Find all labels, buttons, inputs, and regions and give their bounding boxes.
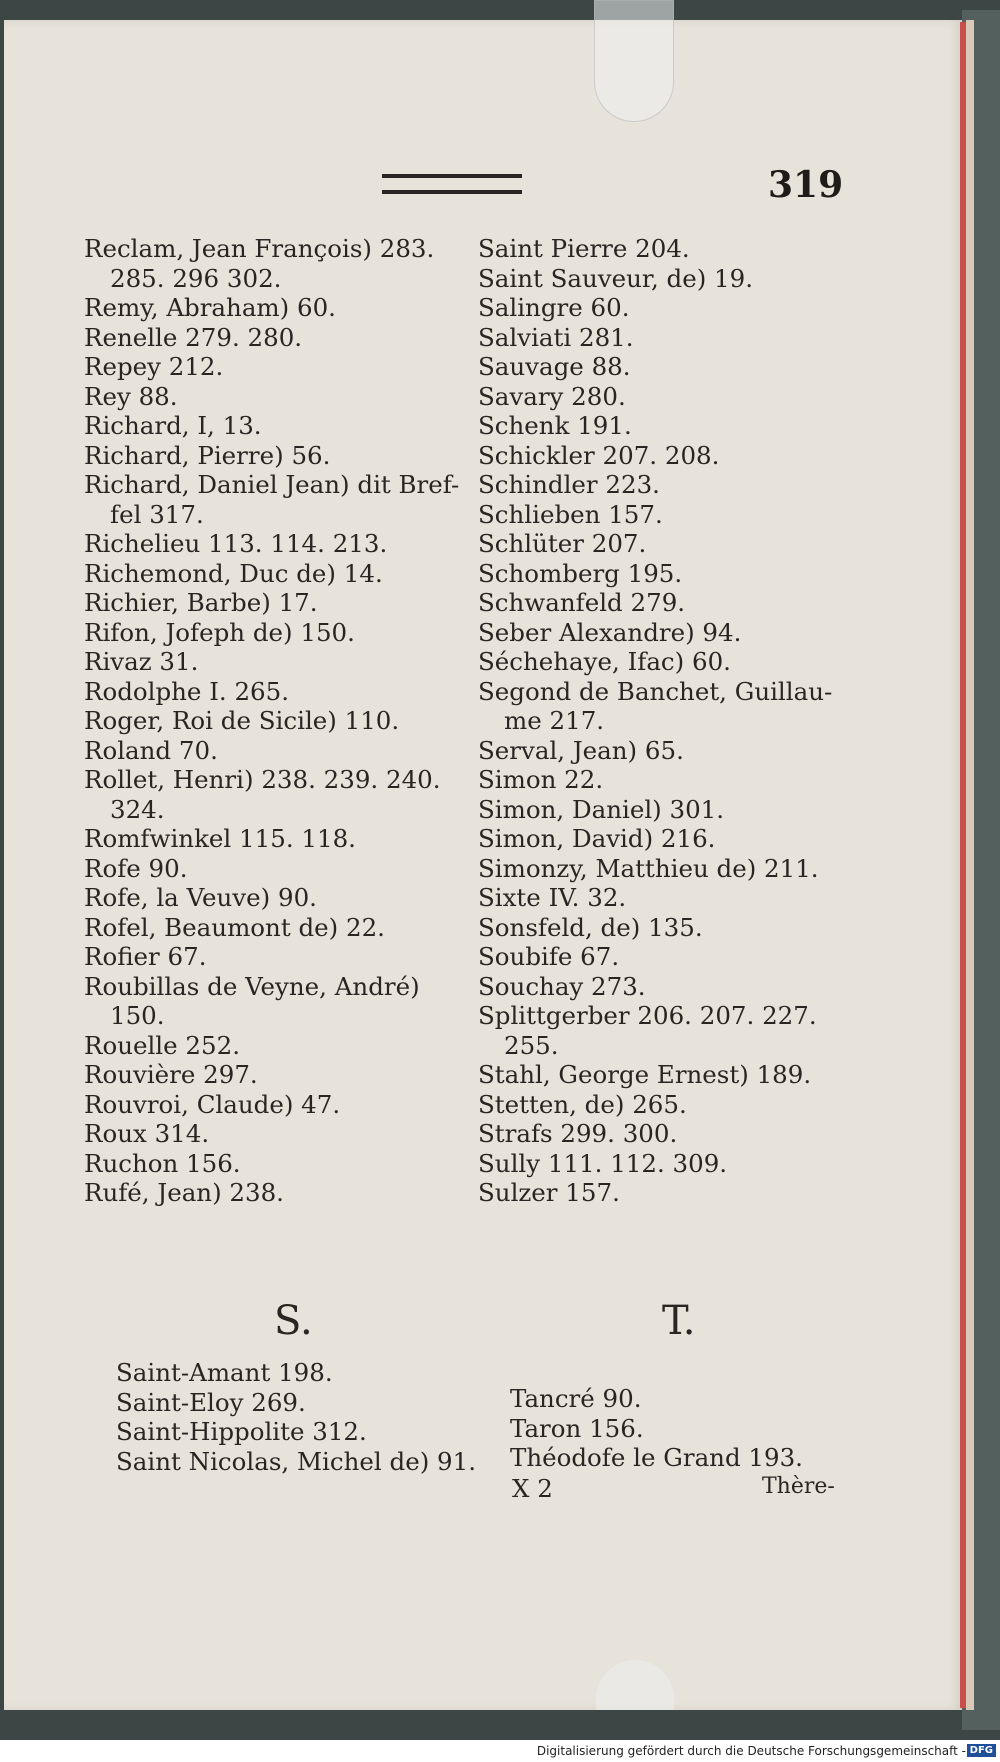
- index-entry: Ruchon 156.: [84, 1148, 241, 1178]
- index-entry: Salviati 281.: [478, 322, 634, 352]
- index-entry: Simon, Daniel) 301.: [478, 794, 725, 824]
- index-entry: 324.: [110, 794, 165, 824]
- index-entry: Rey 88.: [84, 381, 178, 411]
- index-entry: Soubife 67.: [478, 942, 620, 971]
- index-entry: Sulzer 157.: [478, 1178, 620, 1207]
- index-entry: Rofier 67.: [84, 942, 207, 971]
- index-entry: Richard, Pierre) 56.: [84, 440, 331, 470]
- index-entry: Richier, Barbe) 17.: [84, 588, 318, 617]
- footer-credit: Digitalisierung gefördert durch die Deutsche Forschungsgemeinschaft -: [536, 1744, 966, 1758]
- index-entry: me 217.: [504, 706, 605, 735]
- index-entry: Salingre 60.: [478, 293, 630, 322]
- index-entry: Rouvière 297.: [84, 1060, 258, 1089]
- index-entry: fel 317.: [110, 499, 204, 529]
- index-entry: Segond de Banchet, Guillau-: [478, 676, 833, 706]
- index-entry: Repey 212.: [84, 352, 224, 381]
- index-entry: Sonsfeld, de) 135.: [478, 912, 703, 942]
- signature-mark: X 2: [512, 1474, 553, 1503]
- index-entry: Séchehaye, Ifac) 60.: [478, 647, 731, 676]
- index-entry: Théodofe le Grand 193.: [510, 1443, 803, 1472]
- dfg-logo: DFG: [967, 1744, 996, 1757]
- index-entry: Sixte IV. 32.: [478, 883, 627, 912]
- index-entry: Taron 156.: [510, 1413, 644, 1443]
- index-entry: Splittgerber 206. 207. 227.: [478, 1001, 817, 1030]
- header-ornament-rule: [382, 174, 522, 194]
- index-entry: Rollet, Henri) 238. 239. 240.: [84, 765, 441, 794]
- index-entry: Souchay 273.: [478, 971, 646, 1001]
- index-entry: Schwanfeld 279.: [478, 588, 686, 617]
- index-entry: Stahl, George Ernest) 189.: [478, 1060, 812, 1089]
- page-number: 319: [768, 164, 844, 206]
- index-entry: Roubillas de Veyne, André): [84, 971, 420, 1001]
- index-entry: Sauvage 88.: [478, 352, 631, 381]
- index-entry: Rouelle 252.: [84, 1030, 240, 1060]
- index-entry: Roland 70.: [84, 735, 218, 765]
- index-entry: Reclam, Jean François) 283.: [84, 234, 435, 263]
- index-entry: Schickler 207. 208.: [478, 440, 720, 470]
- index-entry: Tancré 90.: [510, 1384, 642, 1413]
- index-entry: Simon, David) 216.: [478, 824, 716, 853]
- section-t-entries: [510, 1384, 870, 1473]
- index-column-right: [478, 234, 878, 1208]
- index-entry: Saint-Amant 198.: [116, 1358, 333, 1387]
- index-entry: Saint Sauveur, de) 19.: [478, 263, 754, 293]
- index-entry: Saint Nicolas, Michel de) 91.: [116, 1446, 477, 1476]
- index-entry: 150.: [110, 1001, 165, 1030]
- index-entry: Seber Alexandre) 94.: [478, 617, 742, 647]
- index-entry: Roux 314.: [84, 1119, 210, 1148]
- section-s-entries: [116, 1358, 476, 1476]
- index-entry: Richemond, Duc de) 14.: [84, 558, 383, 588]
- index-entry: Strafs 299. 300.: [478, 1119, 678, 1148]
- index-entry: Remy, Abraham) 60.: [84, 293, 336, 322]
- index-entry: Roger, Roi de Sicile) 110.: [84, 706, 400, 735]
- index-entry: Serval, Jean) 65.: [478, 735, 684, 765]
- index-entry: Schlüter 207.: [478, 529, 647, 558]
- page-clip-top: [594, 0, 674, 122]
- index-entry: Simon 22.: [478, 765, 604, 794]
- index-entry: Schenk 191.: [478, 411, 632, 440]
- index-entry: Rufé, Jean) 238.: [84, 1178, 284, 1207]
- index-entry: 255.: [504, 1030, 559, 1060]
- index-entry: Savary 280.: [478, 381, 626, 411]
- index-entry: Sully 111. 112. 309.: [478, 1148, 728, 1178]
- index-entry: Rivaz 31.: [84, 647, 199, 676]
- index-entry: Rifon, Jofeph de) 150.: [84, 617, 355, 647]
- index-entry: Simonzy, Matthieu de) 211.: [478, 853, 819, 883]
- index-entry: Richelieu 113. 114. 213.: [84, 529, 388, 558]
- index-entry: Romfwinkel 115. 118.: [84, 824, 356, 853]
- index-entry: Rouvroi, Claude) 47.: [84, 1089, 341, 1119]
- index-entry: Rodolphe I. 265.: [84, 676, 290, 706]
- index-entry: Stetten, de) 265.: [478, 1089, 687, 1119]
- index-entry: Saint Pierre 204.: [478, 234, 690, 263]
- index-entry: Saint-Eloy 269.: [116, 1387, 306, 1417]
- section-letter-s: S.: [274, 1298, 313, 1344]
- index-entry: Richard, Daniel Jean) dit Bref-: [84, 470, 460, 499]
- index-column-left: [84, 234, 464, 1208]
- index-entry: 285. 296 302.: [110, 263, 282, 293]
- index-entry: Schlieben 157.: [478, 499, 663, 529]
- index-entry: Renelle 279. 280.: [84, 322, 303, 352]
- index-entry: Richard, I, 13.: [84, 411, 262, 440]
- index-entry: Rofel, Beaumont de) 22.: [84, 912, 385, 942]
- index-entry: Rofe 90.: [84, 853, 188, 883]
- index-entry: Schomberg 195.: [478, 558, 683, 588]
- index-entry: Saint-Hippolite 312.: [116, 1417, 367, 1446]
- section-letter-t: T.: [662, 1298, 696, 1344]
- catchword: Thère-: [762, 1474, 835, 1499]
- index-entry: Rofe, la Veuve) 90.: [84, 883, 317, 912]
- page-stack-edge: [966, 20, 974, 1710]
- index-entry: Schindler 223.: [478, 470, 660, 499]
